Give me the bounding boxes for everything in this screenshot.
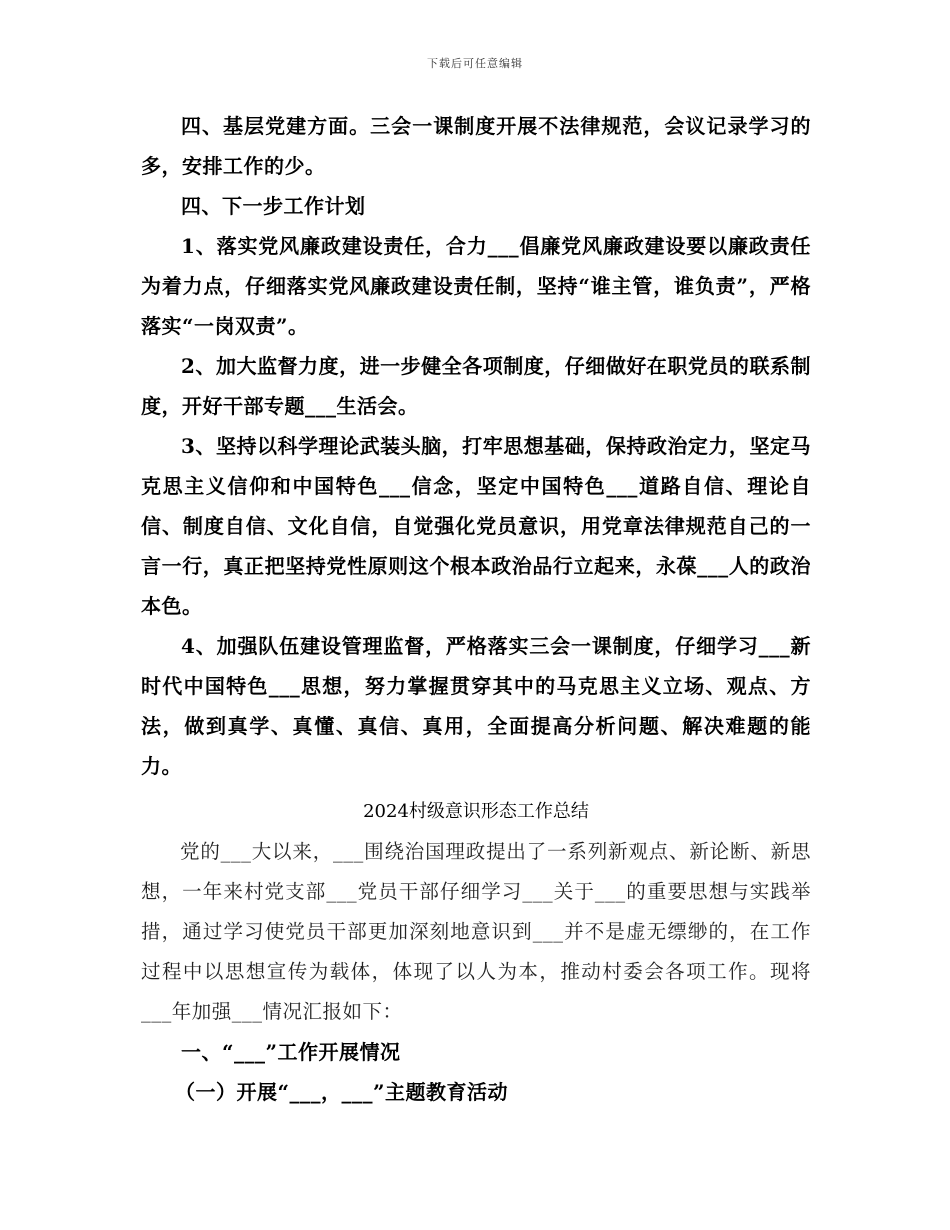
page-header-note: 下载后可任意编辑 [427,57,523,70]
paragraph-intro: 党的___大以来，___围绕治国理政提出了一系列新观点、新论断、新思想，一年来村党支部___党员干部仔细学习___关于___的重要思想与实践举措，通过学习使党员干部更加深刻地意识到___并不是虚无缥缈的，在工作过程中以思想宣传为载体，体现了以人为本，推动村委会各项工作。现将___年加强___情况汇报如下： [141,840,811,1023]
paragraph-plan-4: 4、加强队伍建设管理监督，严格落实三会一课制度，仔细学习___新时代中国特色___思想，努力掌握贯穿其中的马克思主义立场、观点、方法，做到真学、真懂、真信、真用，全面提高分析问题、解决难题的能力。 [141,634,811,778]
paragraph-plan-3: 3、坚持以科学理论武装头脑，打牢思想基础，保持政治定力，坚定马克思主义信仰和中国特色___信念，坚定中国特色___道路自信、理论自信、制度自信、文化自信，自觉强化党员意识，用党章法律规范自己的一言一行，真正把坚持党性原则这个根本政治品行立起来，永葆___人的政治本色。 [141,434,811,618]
section-heading-1: 一、“___”工作开展情况 [181,1040,401,1064]
paragraph-plan-2: 2、加大监督力度，进一步健全各项制度，仔细做好在职党员的联系制度，开好干部专题___生活会。 [141,354,811,418]
subsection-heading-1: （一）开展“___，___”主题教育活动 [175,1080,509,1104]
paragraph-grassroots: 四、基层党建方面。三会一课制度开展不法律规范，会议记录学习的多，安排工作的少。 [141,114,811,178]
document-body [141,106,811,1112]
document-title: 2024村级意识形态工作总结 [363,801,589,822]
paragraph-plan-1: 1、落实党风廉政建设责任，合力___倡廉党风廉政建设要以廉政责任为着力点，仔细落实党风廉政建设责任制，坚持“谁主管，谁负责”，严格落实“一岗双责”。 [141,234,811,338]
heading-next-plan: 四、下一步工作计划 [181,194,366,218]
